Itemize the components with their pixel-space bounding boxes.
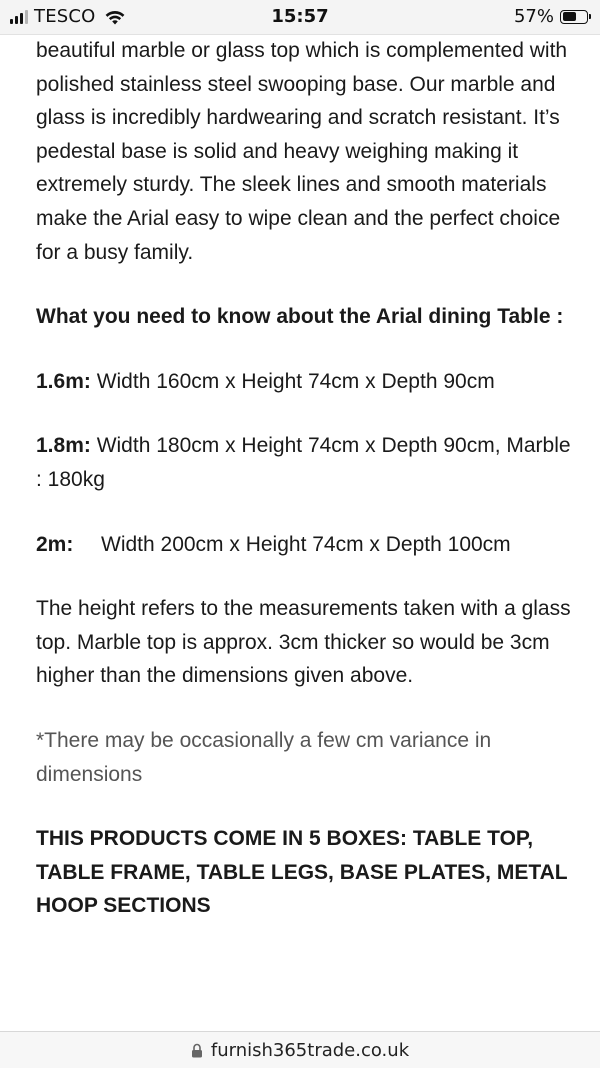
boxes-note: THIS PRODUCTS COME IN 5 BOXES: TABLE TOP, TABLE FRAME, TABLE LEGS, BASE PLATES, METAL HOOP SECTIONS (36, 827, 568, 918)
spec-text: Width 200cm x Height 74cm x Depth 100cm (101, 532, 511, 556)
height-note: The height refers to the measurements taken with a glass top. Marble top is approx. 3cm thicker so would be 3cm higher than the dimensions given above. (36, 597, 571, 688)
status-bar (0, 0, 600, 35)
battery-fill (563, 12, 576, 21)
spec-row-1-6m (36, 365, 576, 399)
clock: 15:57 (271, 6, 329, 27)
spec-row-2m (36, 528, 576, 562)
spec-text: Width 160cm x Height 74cm x Depth 90cm (90, 369, 495, 393)
spec-label: 2m: (36, 532, 74, 556)
battery-icon (560, 10, 588, 24)
section-heading: What you need to know about the Arial dining Table : (36, 305, 564, 329)
lock-icon (191, 1043, 203, 1058)
status-right (514, 6, 588, 27)
battery-percent: 57% (513, 6, 554, 27)
spec-row-1-8m (36, 429, 576, 496)
article-body (36, 34, 576, 923)
intro-paragraph: beautiful marble or glass top which is complemented with polished stainless steel swooping base. Our marble and glass is incredibly hardwearing and scratch resistant. It’s pedestal base is solid and heavy weighing making it extremely sturdy. The sleek lines and smooth materials make the Arial easy to wipe clean and the perfect choice for a busy family. (36, 39, 568, 264)
url-bar[interactable] (0, 1031, 600, 1068)
spec-text: Width 180cm x Height 74cm x Depth 90cm, Marble : 180kg (36, 434, 571, 491)
spec-label: 1.6m: (36, 369, 91, 393)
url-domain[interactable]: furnish365trade.co.uk (210, 1039, 410, 1061)
carrier-name: TESCO (34, 6, 96, 27)
spec-label: 1.8m: (36, 434, 91, 458)
variance-note: *There may be occasionally a few cm variance in dimensions (36, 728, 492, 786)
